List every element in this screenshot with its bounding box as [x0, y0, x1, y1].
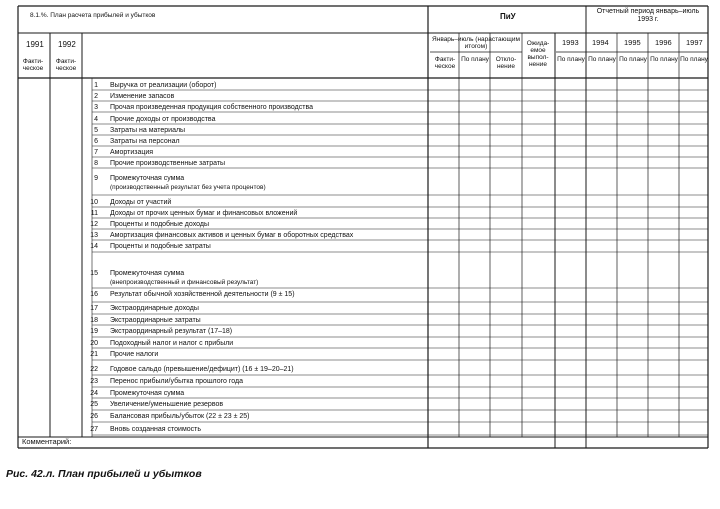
row-number: 24: [90, 390, 98, 397]
row-number: 6: [94, 138, 98, 145]
row-number: 7: [94, 149, 98, 156]
section-report-heading: Отчетный период январь–июль 1993 г.: [596, 8, 700, 23]
row-label: Амортизация финансовых активов и ценных бумаг в оборотных средствах: [110, 232, 354, 239]
row-number: 18: [90, 317, 98, 324]
row-sublabel: (производственный результат без учета процентов): [110, 184, 266, 191]
row-label: Доходы от участий: [110, 199, 172, 206]
row-number: 9: [94, 175, 98, 182]
row-number: 11: [90, 210, 98, 217]
row-number: 25: [90, 401, 98, 408]
row-number: 17: [90, 305, 98, 312]
year-1995: 1995: [624, 38, 641, 47]
comments-label: Комментарий:: [22, 437, 72, 446]
jan-jul-heading: Январь–июль (нарастающим итогом): [432, 36, 520, 50]
row-label: Результат обычной хозяйственной деятельности (9 ± 15): [110, 291, 295, 298]
row-number: 4: [94, 116, 98, 123]
expected-heading: Ожида-емое выпол-нение: [526, 40, 550, 68]
row-number: 10: [90, 199, 98, 206]
year-1993: 1993: [562, 38, 579, 47]
row-label: Экстраординарные затраты: [110, 317, 201, 324]
row-label: Промежуточная сумма: [110, 270, 185, 277]
row-label: Экстраординарные доходы: [110, 305, 199, 312]
row-sublabel: (внепроизводственный и финансовый результат): [110, 279, 259, 286]
row-number: 8: [94, 160, 98, 167]
row-label: Проценты и подобные доходы: [110, 221, 209, 228]
row-number: 20: [90, 340, 98, 347]
row-label: Прочая произведенная продукция собственного производства: [110, 104, 313, 111]
row-label: Прочие налоги: [110, 351, 159, 358]
row-label: Прочие доходы от производства: [110, 116, 216, 123]
row-label: Амортизация: [110, 149, 154, 156]
row-label: Проценты и подобные затраты: [110, 243, 211, 250]
plan-1997: По плану: [680, 56, 708, 63]
row-number: 19: [90, 328, 98, 335]
row-label: Балансовая прибыль/убыток (22 ± 23 ± 25): [110, 413, 250, 420]
row-number: 16: [90, 291, 98, 298]
row-number: 21: [90, 351, 98, 358]
row-label: Увеличение/уменьшение резервов: [110, 401, 224, 408]
jan-jul-deviation: Откло-нение: [495, 56, 517, 70]
row-number: 12: [90, 221, 98, 228]
row-number: 22: [90, 366, 98, 373]
row-number: 23: [90, 378, 98, 385]
col-1992-fact: Факти-ческое: [55, 58, 77, 72]
row-label: Изменение запасов: [110, 93, 175, 100]
jan-jul-plan: По плану: [461, 56, 489, 63]
row-number: 13: [90, 232, 98, 239]
row-label: Прочие производственные затраты: [110, 160, 226, 167]
row-number: 1: [94, 82, 98, 89]
col-1991-fact: Факти-ческое: [22, 58, 44, 72]
plan-1994: По плану: [588, 56, 616, 63]
year-1994: 1994: [592, 38, 609, 47]
row-label: Подоходный налог и налог с прибыли: [110, 340, 234, 347]
row-label: Промежуточная сумма: [110, 175, 185, 182]
row-label: Затраты на материалы: [110, 127, 186, 134]
plan-1996: По плану: [650, 56, 678, 63]
jan-jul-fact: Факти-ческое: [434, 56, 456, 70]
figure-caption: Рис. 42.л. План прибылей и убытков: [6, 468, 202, 480]
row-number: 2: [94, 93, 98, 100]
plan-1995: По плану: [619, 56, 647, 63]
row-label: Затраты на персонал: [110, 138, 180, 145]
year-1996: 1996: [655, 38, 672, 47]
row-label: Вновь созданная стоимость: [110, 426, 202, 433]
row-number: 15: [90, 270, 98, 277]
row-label: Экстраординарный результат (17–18): [110, 328, 233, 335]
section-pl-heading: ПиУ: [500, 12, 516, 21]
row-label: Годовое сальдо (превышение/дефицит) (16 ± 19–20–21): [110, 366, 294, 373]
col-1991-heading: 1991: [26, 40, 44, 49]
year-1997: 1997: [686, 38, 703, 47]
row-label: Доходы от прочих ценных бумаг и финансовых вложений: [110, 210, 298, 217]
plan-1993: По плану: [557, 56, 585, 63]
form-title: 8.1.%. План расчета прибылей и убытков: [30, 12, 156, 19]
row-number: 5: [94, 127, 98, 134]
row-label: Промежуточная сумма: [110, 390, 185, 397]
row-label: Перенос прибыли/убытка прошлого года: [110, 378, 243, 385]
row-number: 14: [90, 243, 98, 250]
row-number: 26: [90, 413, 98, 420]
row-number: 3: [94, 104, 98, 111]
col-1992-heading: 1992: [58, 40, 76, 49]
row-number: 27: [90, 426, 98, 433]
row-label: Выручка от реализации (оборот): [110, 82, 217, 89]
